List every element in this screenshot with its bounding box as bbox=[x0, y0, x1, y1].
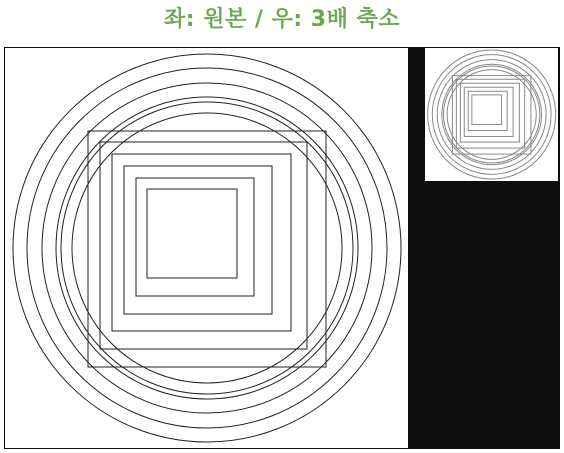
square-2 bbox=[100, 142, 307, 349]
scaled-circle-3 bbox=[437, 60, 546, 170]
scaled-concentric-squares-group bbox=[452, 76, 531, 154]
scaled-drawing bbox=[425, 48, 558, 181]
square-6 bbox=[147, 189, 237, 278]
scaled-image-panel bbox=[425, 48, 558, 181]
scaled-square-3 bbox=[460, 83, 519, 142]
circle-1 bbox=[13, 54, 401, 442]
scaled-circle-2 bbox=[432, 55, 551, 175]
square-4 bbox=[124, 166, 272, 314]
page-title: 좌: 원본 / 우: 3배 축소 bbox=[164, 7, 400, 32]
concentric-squares-group bbox=[88, 131, 326, 367]
original-drawing bbox=[5, 48, 408, 448]
scaled-concentric-circles-group bbox=[428, 50, 556, 179]
original-image-panel bbox=[5, 48, 408, 448]
canvas-window bbox=[4, 47, 560, 449]
square-3 bbox=[112, 154, 291, 331]
concentric-circles-group bbox=[13, 54, 401, 442]
circle-5 bbox=[61, 102, 353, 394]
circle-2 bbox=[27, 68, 387, 428]
scaled-square-6 bbox=[472, 95, 502, 125]
scaled-square-2 bbox=[456, 79, 524, 148]
circle-3 bbox=[42, 83, 372, 413]
